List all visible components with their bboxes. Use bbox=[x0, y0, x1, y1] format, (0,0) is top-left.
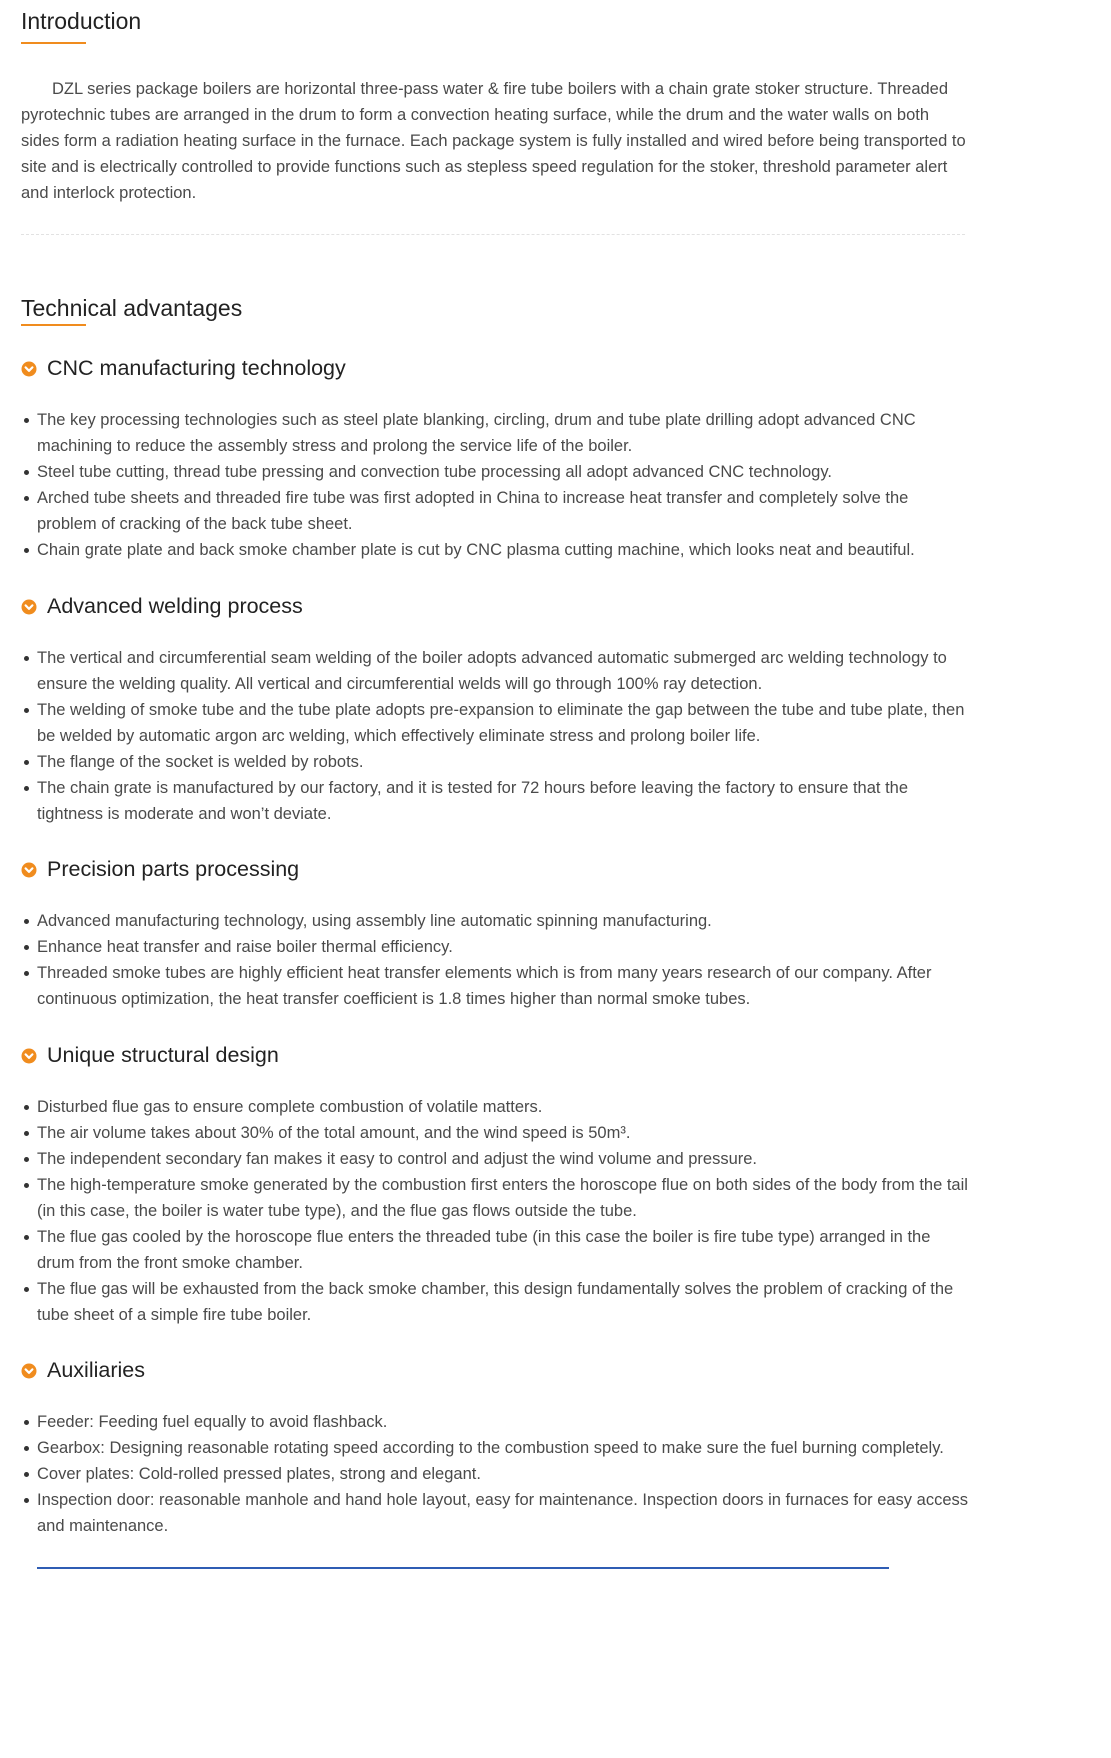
list-item: Advanced manufacturing technology, using assembly line automatic spinning manufacturing. bbox=[21, 908, 971, 934]
intro-paragraph: DZL series package boilers are horizontal three-pass water & fire tube boilers with a chain grate stoker structure. Threaded pyrotechnic tubes are arranged in the drum to form a convection heating surface, while the drum and the water walls on both sides form a radiation heating surface in the furnace. Each package system is fully installed and wired before being transported to site and is electrically controlled to provide functions such as stepless speed regulation for the stoker, threshold parameter alert and interlock protection. bbox=[21, 80, 966, 202]
list-item: Gearbox: Designing reasonable rotating speed according to the combustion speed to make sure the fuel burning completely. bbox=[21, 1435, 971, 1461]
list-item: The welding of smoke tube and the tube plate adopts pre-expansion to eliminate the gap between the tube and tube plate, then be welded by automatic argon arc welding, which effectively eliminate stress and prolong boiler life. bbox=[21, 697, 971, 749]
list-item: The high-temperature smoke generated by the combustion first enters the horoscope flue on both sides of the body from the tail (in this case, the boiler is water tube type), and the flue gas flows outside the tube. bbox=[21, 1172, 971, 1224]
advantages-title: Technical advantages bbox=[21, 295, 243, 321]
bottom-rule bbox=[37, 1567, 889, 1569]
right-margin bbox=[991, 0, 1111, 1758]
list-item: Threaded smoke tubes are highly efficient heat transfer elements which is from many years research of our company. After continuous optimization, the heat transfer coefficient is 1.8 times higher than normal smoke tubes. bbox=[21, 960, 971, 1012]
section-divider bbox=[21, 234, 965, 235]
list-item: The flue gas will be exhausted from the back smoke chamber, this design fundamentally solves the problem of cracking of the tube sheet of a simple fire tube boiler. bbox=[21, 1276, 971, 1328]
list-item: The flange of the socket is welded by robots. bbox=[21, 749, 971, 775]
list-item: Chain grate plate and back smoke chamber plate is cut by CNC plasma cutting machine, which looks neat and beautiful. bbox=[21, 537, 971, 563]
section-heading-text: Auxiliaries bbox=[47, 1358, 145, 1382]
list-item: The key processing technologies such as steel plate blanking, circling, drum and tube plate drilling adopt advanced CNC machining to reduce the assembly stress and prolong the service life of the boiler. bbox=[21, 407, 971, 459]
list-item: The flue gas cooled by the horoscope flue enters the threaded tube (in this case the boiler is fire tube type) arranged in the drum from the front smoke chamber. bbox=[21, 1224, 971, 1276]
orange-circle-chevron-icon bbox=[21, 1048, 37, 1064]
list-item: Arched tube sheets and threaded fire tube was first adopted in China to increase heat transfer and completely solve the problem of cracking of the back tube sheet. bbox=[21, 485, 971, 537]
list-item: The chain grate is manufactured by our factory, and it is tested for 72 hours before leaving the factory to ensure that the tightness is moderate and won’t deviate. bbox=[21, 775, 971, 827]
list-item: The independent secondary fan makes it easy to control and adjust the wind volume and pressure. bbox=[21, 1146, 971, 1172]
list-item: Disturbed flue gas to ensure complete combustion of volatile matters. bbox=[21, 1094, 971, 1120]
orange-circle-chevron-icon bbox=[21, 599, 37, 615]
section-heading-text: Precision parts processing bbox=[47, 857, 300, 881]
orange-circle-chevron-icon bbox=[21, 862, 37, 878]
precision-list bbox=[21, 908, 971, 1012]
list-item: The air volume takes about 30% of the total amount, and the wind speed is 50m³. bbox=[21, 1120, 971, 1146]
list-item: The vertical and circumferential seam welding of the boiler adopts advanced automatic submerged arc welding technology to ensure the welding quality. All vertical and circumferential welds will go through 100% ray detection. bbox=[21, 645, 971, 697]
section-heading-structural bbox=[21, 1043, 279, 1068]
list-item: Cover plates: Cold-rolled pressed plates, strong and elegant. bbox=[21, 1461, 971, 1487]
intro-title-underline bbox=[21, 42, 86, 44]
cnc-list bbox=[21, 407, 971, 563]
list-item: Steel tube cutting, thread tube pressing and convection tube processing all adopt advanced CNC technology. bbox=[21, 459, 971, 485]
section-heading-auxiliaries bbox=[21, 1358, 145, 1383]
section-heading-welding bbox=[21, 594, 303, 619]
welding-list bbox=[21, 645, 971, 827]
section-heading-text: Advanced welding process bbox=[47, 594, 303, 618]
section-heading-precision bbox=[21, 857, 299, 882]
orange-circle-chevron-icon bbox=[21, 361, 37, 377]
section-heading-text: CNC manufacturing technology bbox=[47, 356, 346, 380]
advantages-title-underline bbox=[21, 324, 86, 326]
list-item: Feeder: Feeding fuel equally to avoid flashback. bbox=[21, 1409, 971, 1435]
list-item: Enhance heat transfer and raise boiler thermal efficiency. bbox=[21, 934, 971, 960]
auxiliaries-list bbox=[21, 1409, 971, 1539]
section-heading-cnc bbox=[21, 356, 346, 381]
orange-circle-chevron-icon bbox=[21, 1363, 37, 1379]
list-item: Inspection door: reasonable manhole and hand hole layout, easy for maintenance. Inspection doors in furnaces for easy access and maintenance. bbox=[21, 1487, 971, 1539]
intro-title: Introduction bbox=[21, 8, 142, 34]
section-heading-text: Unique structural design bbox=[47, 1043, 279, 1067]
structural-list bbox=[21, 1094, 971, 1328]
